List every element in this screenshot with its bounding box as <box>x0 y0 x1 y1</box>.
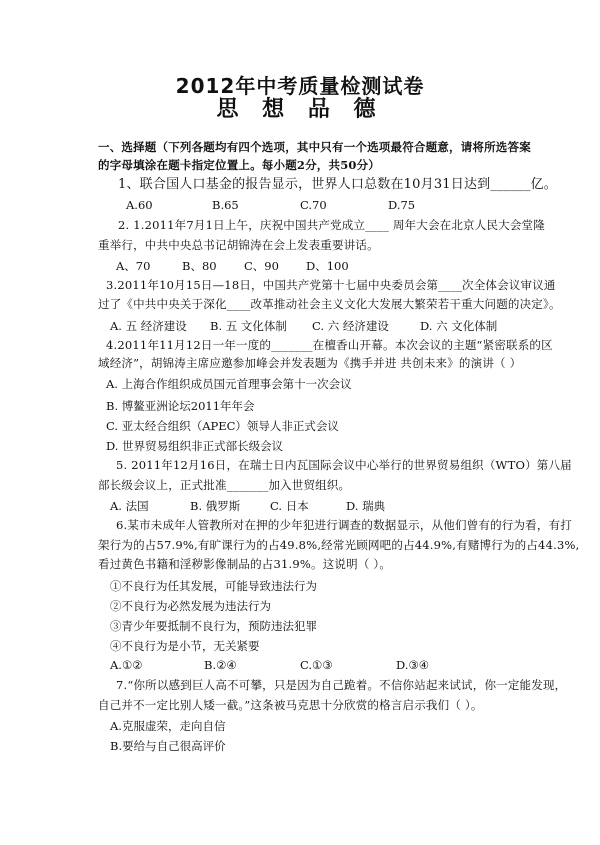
q2-option-b: B、80 <box>182 259 217 273</box>
q5-option-d: D. 瑞典 <box>346 499 386 513</box>
q4-option-b: B. 博鳌亚洲论坛2011年年会 <box>106 399 255 413</box>
q2-option-d: D、100 <box>306 259 349 273</box>
q5-option-b: B. 俄罗斯 <box>190 499 241 513</box>
q3-line1: 3.2011年10月15日—18日，中国共产党第十七届中央委员会第____次全体会议审议通 <box>106 278 556 292</box>
q4-line1: 4.2011年11月12日一年一度的_______在檀香山开幕。本次会议的主题“紧密联系的区 <box>106 338 553 352</box>
exam-title: 2012年中考质量检测试卷 <box>175 74 425 98</box>
q6-statement-4: ④不良行为是小节，无关紧要 <box>110 639 260 653</box>
q7-line2: 自己并不一定比别人矮一截。”这条被马克思十分欣赏的格言启示我们（ ）。 <box>98 698 483 712</box>
q2-option-a: A、70 <box>116 259 151 273</box>
q5-option-c: C. 日本 <box>270 499 309 513</box>
q4-option-c: C. 亚太经合组织（APEC）领导人非正式会议 <box>106 419 339 433</box>
subject-title: 思 想 品 德 <box>216 97 384 122</box>
q6-option-c: C.①③ <box>300 658 333 672</box>
q4-option-a: A. 上海合作组织成员国元首理事会第十一次会议 <box>106 377 352 391</box>
q5-line2: 部长级会议上，正式批准_______加入世贸组织。 <box>98 478 351 492</box>
q3-option-d: D. 六 文化体制 <box>420 319 498 333</box>
q6-statement-3: ③青少年要抵制不良行为，预防违法犯罪 <box>110 619 317 633</box>
q2-option-c: C、90 <box>244 259 279 273</box>
q6-line3: 看过黄色书籍和淫秽影像制品的占31.9%。这说明（ ）。 <box>98 557 392 571</box>
q6-option-d: D.③④ <box>396 658 430 672</box>
q3-line2: 过了《中共中央关于深化____改革推动社会主义文化大发展大繁荣若干重大问题的决定》。 <box>98 297 561 311</box>
q6-statement-1: ①不良行为任其发展，可能导致违法行为 <box>110 579 317 593</box>
q2-line2: 重举行，中共中央总书记胡锦涛在会上发表重要讲话。 <box>98 238 379 252</box>
q6-option-b: B.②④ <box>204 658 237 672</box>
q1-option-c: C.70 <box>300 198 327 212</box>
q1-option-d: D.75 <box>388 198 416 212</box>
q5-option-a: A. 法国 <box>110 499 149 513</box>
q6-line1: 6.某市未成年人管教所对在押的少年犯进行调查的数据显示，从他们曾有的行为看，有打 <box>116 518 572 532</box>
q1-option-a: A.60 <box>126 198 153 212</box>
q7-line1: 7.“你所以感到巨人高不可攀，只是因为自己跪着。不信你站起来试试，你一定能发现， <box>116 678 567 692</box>
q1-stem: 1、联合国人口基金的报告显示，世界人口总数在10月31日达到______亿。 <box>118 177 557 192</box>
q5-line1: 5. 2011年12月16日，在瑞士日内瓦国际会议中心举行的世界贸易组织（WTO）第八届 <box>116 458 572 472</box>
q6-statement-2: ②不良行为必然发展为违法行为 <box>110 599 271 613</box>
q4-line2: 域经济”，胡锦涛主席应邀参加峰会并发表题为《携手并进 共创未来》的演讲（ ） <box>98 356 522 370</box>
q7-option-a: A.克服虚荣，走向自信 <box>110 719 226 733</box>
q7-option-b: B.要给与自己很高评价 <box>110 739 226 753</box>
section-intro-line2: 的字母填涂在题卡指定位置上。每小题2分，共50分） <box>98 158 381 172</box>
q6-line2: 架行为的占57.9%,有旷课行为的占49.8%,经常光顾网吧的占44.9%,有赌博行为的占44.3%, <box>98 538 580 552</box>
q3-option-b: B. 五 文化体制 <box>210 319 287 333</box>
q1-option-b: B.65 <box>212 198 239 212</box>
q2-line1: 2. 1.2011年7月1日上午，庆祝中国共产党成立____ 周年大会在北京人民大会堂隆 <box>118 218 545 232</box>
q4-option-d: D. 世界贸易组织非正式部长级会议 <box>106 439 284 453</box>
q6-option-a: A.①② <box>110 658 143 672</box>
section-intro-line1: 一、选择题（下列各题均有四个选项，其中只有一个选项最符合题意，请将所选答案 <box>98 140 531 154</box>
q3-option-a: A. 五 经济建设 <box>110 319 187 333</box>
q3-option-c: C. 六 经济建设 <box>312 319 389 333</box>
